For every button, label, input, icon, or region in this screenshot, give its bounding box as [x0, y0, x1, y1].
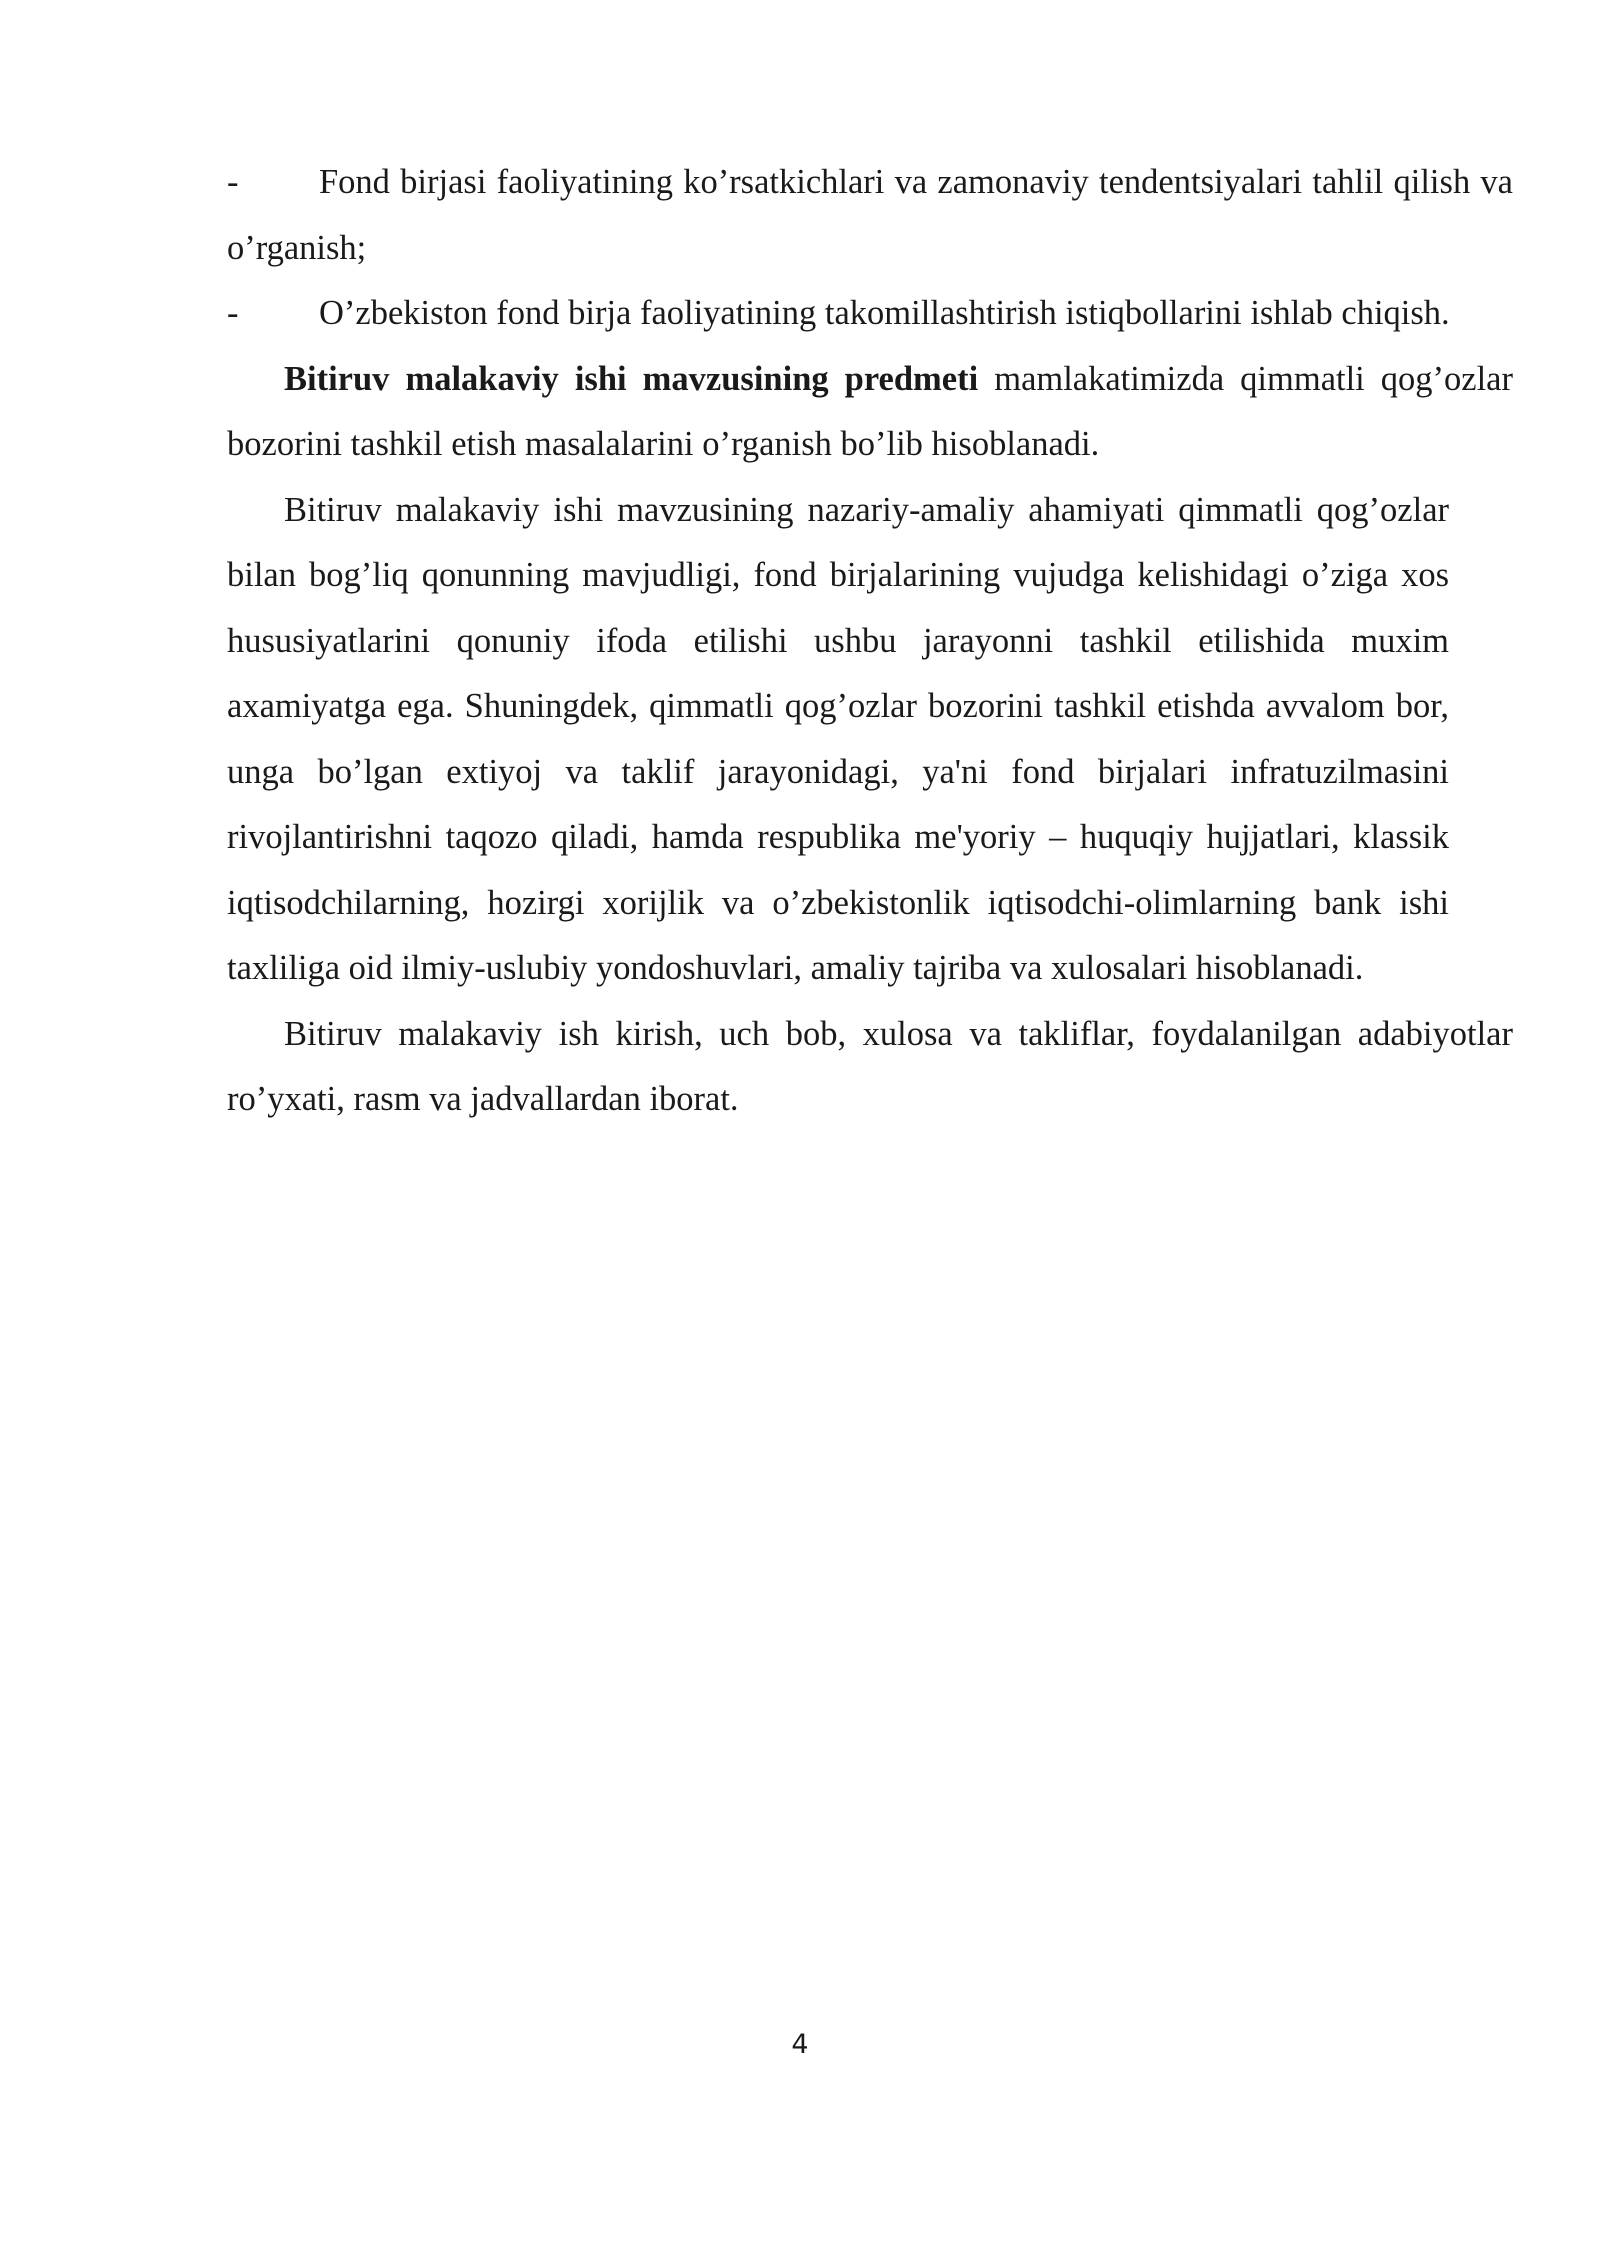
subject-paragraph [227, 347, 1513, 478]
bullet-item [227, 150, 1513, 281]
subject-heading: Bitiruv malakaviy ishi mavzusining predmeti [284, 359, 979, 398]
bullet-text: Fond birjasi faoliyatining ko’rsatkichlari va zamonaviy tendentsiyalari tahlil qilish va o’rganish; [227, 163, 1513, 267]
structure-paragraph: Bitiruv malakaviy ish kirish, uch bob, xulosa va takliflar, foydalanilgan adabiyotlar ro’yxati, rasm va jadvallardan iborat. [227, 1014, 1513, 1118]
subject-text: mamlakatimizda qimmatli qog’ozlar bozorini tashkil etish masalalarini o’rganish bo’lib hisoblanadi. [227, 359, 1513, 463]
page-number: 4 [791, 2029, 809, 2060]
bullet-text: O’zbekiston fond birja faoliyatining takomillashtirish istiqbollarini ishlab chiqish. [319, 294, 1450, 332]
page-content [227, 150, 1513, 1133]
significance-paragraph: Bitiruv malakaviy ishi mavzusining nazariy-amaliy ahamiyati qimmatli qog’ozlar bilan bog’liq qonunning mavjudligi, fond birjalarining vujudga kelishidagi o’ziga xos hususiyatlarini qonuniy ifoda etilishi ushbu jarayonni tashkil etilishida muxim axamiyatga ega. Shuningdek, qimmatli qog’ozlar bozorini tashkil etishda avvalom bor, unga bo’lgan extiyoj va taklif jarayonidagi, ya'ni fond birjalari infratuzilmasini rivojlantirishni taqozo qiladi, hamda respublika me'yoriy – huquqiy hujjatlari, klassik iqtisodchilarning, hozirgi xorijlik va o’zbekistonlik iqtisodchi-olimlarning bank ishi taxliliga oid ilmiy-uslubiy yondoshuvlari, amaliy tajriba va xulosalari hisoblanadi. [227, 490, 1449, 987]
bullet-dash: - [227, 294, 239, 332]
bullet-dash: - [227, 163, 239, 201]
bullet-item [227, 281, 1513, 347]
